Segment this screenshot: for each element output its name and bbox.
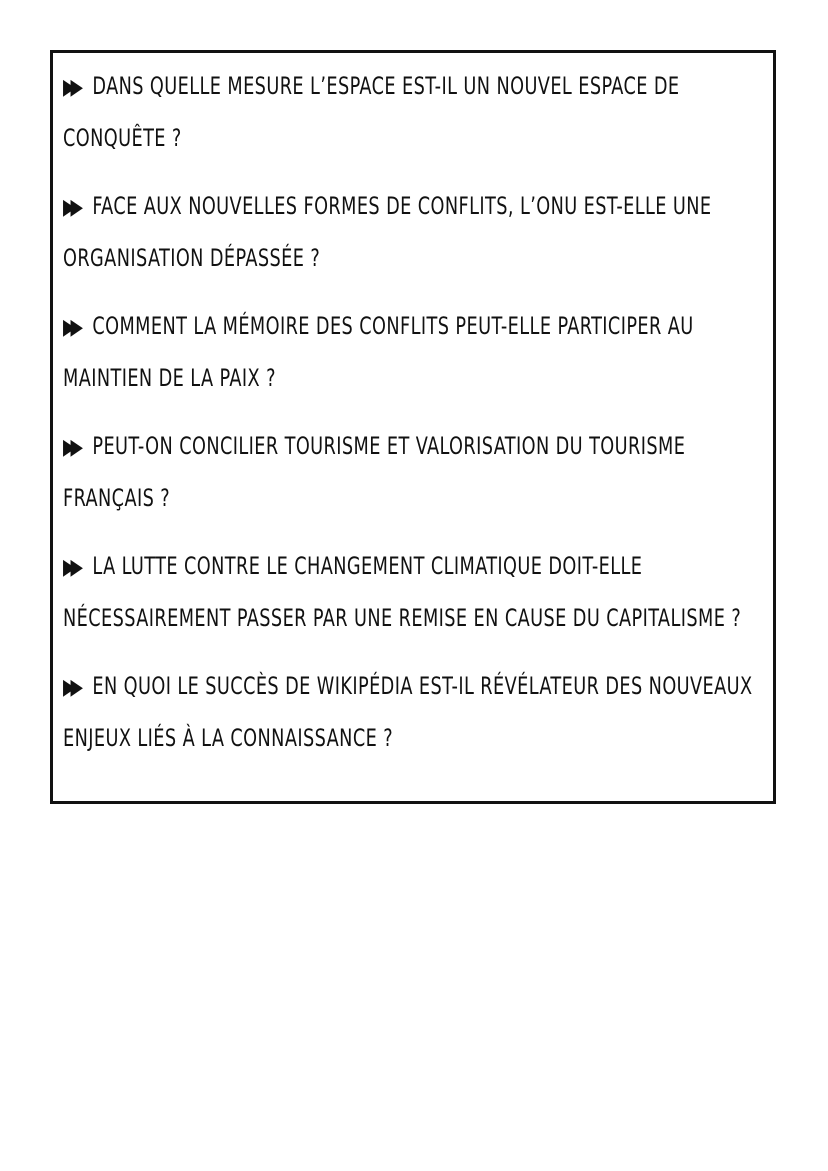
question-item [63,421,765,523]
double-arrow-right-icon: ▶▶ [63,435,79,460]
question-item [63,301,765,403]
questions-box [50,50,776,804]
question-item [63,541,765,643]
question-item [63,181,765,283]
double-arrow-right-icon: ▶▶ [63,315,79,340]
question-text: PEUT-ON CONCILIER TOURISME ET VALORISATION DU TOURISME FRANÇAIS ? [63,432,686,512]
question-text: DANS QUELLE MESURE L’ESPACE EST-IL UN NOUVEL ESPACE DE CONQUÊTE ? [63,72,680,152]
double-arrow-right-icon: ▶▶ [63,675,79,700]
question-text: EN QUOI LE SUCCÈS DE WIKIPÉDIA EST-IL RÉVÉLATEUR DES NOUVEAUX ENJEUX LIÉS À LA CONNAISSANCE ? [63,672,753,752]
double-arrow-right-icon: ▶▶ [63,195,79,220]
double-arrow-right-icon: ▶▶ [63,555,79,580]
question-text: LA LUTTE CONTRE LE CHANGEMENT CLIMATIQUE DOIT-ELLE NÉCESSAIREMENT PASSER PAR UNE REMISE EN CAUSE DU CAPITALISME ? [63,552,742,632]
question-text: FACE AUX NOUVELLES FORMES DE CONFLITS, L’ONU EST-ELLE UNE ORGANISATION DÉPASSÉE ? [63,192,712,272]
question-text: COMMENT LA MÉMOIRE DES CONFLITS PEUT-ELLE PARTICIPER AU MAINTIEN DE LA PAIX ? [63,312,694,392]
question-item [63,661,765,763]
question-item [63,61,765,163]
double-arrow-right-icon: ▶▶ [63,75,79,100]
